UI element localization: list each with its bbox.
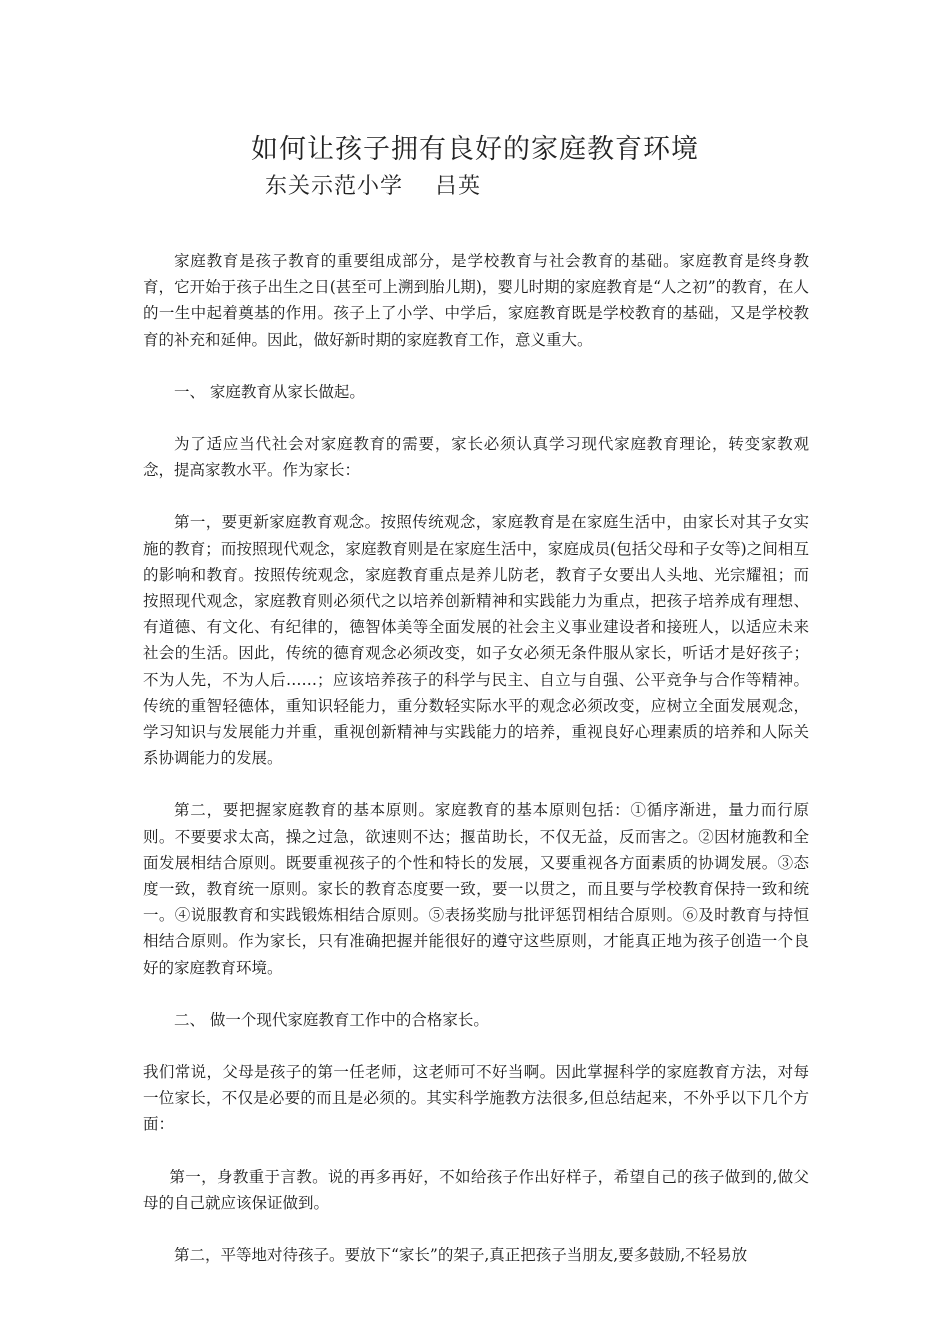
paragraph: 第一，要更新家庭教育观念。按照传统观念，家庭教育是在家庭生活中，由家长对其子女实施的教育；而按照现代观念，家庭教育则是在家庭生活中，家庭成员(包括父母和子女等)之间相互的影响和教育。按照传统观念，家庭教育重点是养儿防老，教育子女要出人头地、光宗耀祖；而按照现代观念，家庭教育则必须代之以培养创新精神和实践能力为重点，把孩子培养成有理想、有道德、有文化、有纪律的，德智体美等全面发展的社会主义事业建设者和接班人，以适应未来社会的生活。因此，传统的德育观念必须改变，如子女必须无条件服从家长，听话才是好孩子；不为人先，不为人后……；应该培养孩子的科学与民主、自立与自强、公平竞争与合作等精神。传统的重智轻德体，重知识轻能力，重分数轻实际水平的观念必须改变，应树立全面发展观念，学习知识与发展能力并重，重视创新精神与实践能力的培养，重视良好心理素质的培养和人际关系协调能力的发展。 — [143, 513, 809, 768]
paragraph: 我们常说，父母是孩子的第一任老师，这老师可不好当啊。因此掌握科学的家庭教育方法，对每一位家长，不仅是必要的而且是必须的。其实科学施教方法很多,但总结起来，不外乎以下几个方面： — [143, 1063, 809, 1134]
document-subtitle: 东关示范小学 吕英 — [265, 174, 481, 199]
document-body — [143, 248, 809, 1268]
paragraph: 第二，平等地对待孩子。要放下“家长”的架子,真正把孩子当朋友,要多鼓励,不轻易放 — [174, 1246, 748, 1265]
document-title: 如何让孩子拥有良好的家庭教育环境 — [251, 134, 699, 165]
paragraph: 为了适应当代社会对家庭教育的需要，家长必须认真学习现代家庭教育理论，转变家教观念，提高家教水平。作为家长： — [143, 435, 809, 480]
section-heading-1: 一、 家庭教育从家长做起。 — [174, 382, 365, 401]
paragraph: 第二，要把握家庭教育的基本原则。家庭教育的基本原则包括：①循序渐进，量力而行原则。不要要求太高，操之过急，欲速则不达；揠苗助长，不仅无益，反而害之。②因材施教和全面发展相结合原则。既要重视孩子的个性和特长的发展，又要重视各方面素质的协调发展。③态度一致，教育统一原则。家长的教育态度要一致，要一以贯之，而且要与学校教育保持一致和统一。④说服教育和实践锻炼相结合原则。⑤表扬奖励与批评惩罚相结合原则。⑥及时教育与持恒相结合原则。作为家长，只有准确把握并能很好的遵守这些原则，才能真正地为孩子创造一个良好的家庭教育环境。 — [143, 801, 809, 977]
section-heading-2: 二、 做一个现代家庭教育工作中的合格家长。 — [174, 1010, 489, 1029]
paragraph-intro: 家庭教育是孩子教育的重要组成部分，是学校教育与社会教育的基础。家庭教育是终身教育，它开始于孩子出生之日(甚至可上溯到胎儿期)，婴儿时期的家庭教育是“人之初”的教育，在人的一生中起着奠基的作用。孩子上了小学、中学后，家庭教育既是学校教育的基础，又是学校教育的补充和延伸。因此，做好新时期的家庭教育工作，意义重大。 — [143, 252, 809, 349]
paragraph: 第一，身教重于言教。说的再多再好，不如给孩子作出好样子，希望自己的孩子做到的,做父母的自己就应该保证做到。 — [143, 1167, 809, 1212]
